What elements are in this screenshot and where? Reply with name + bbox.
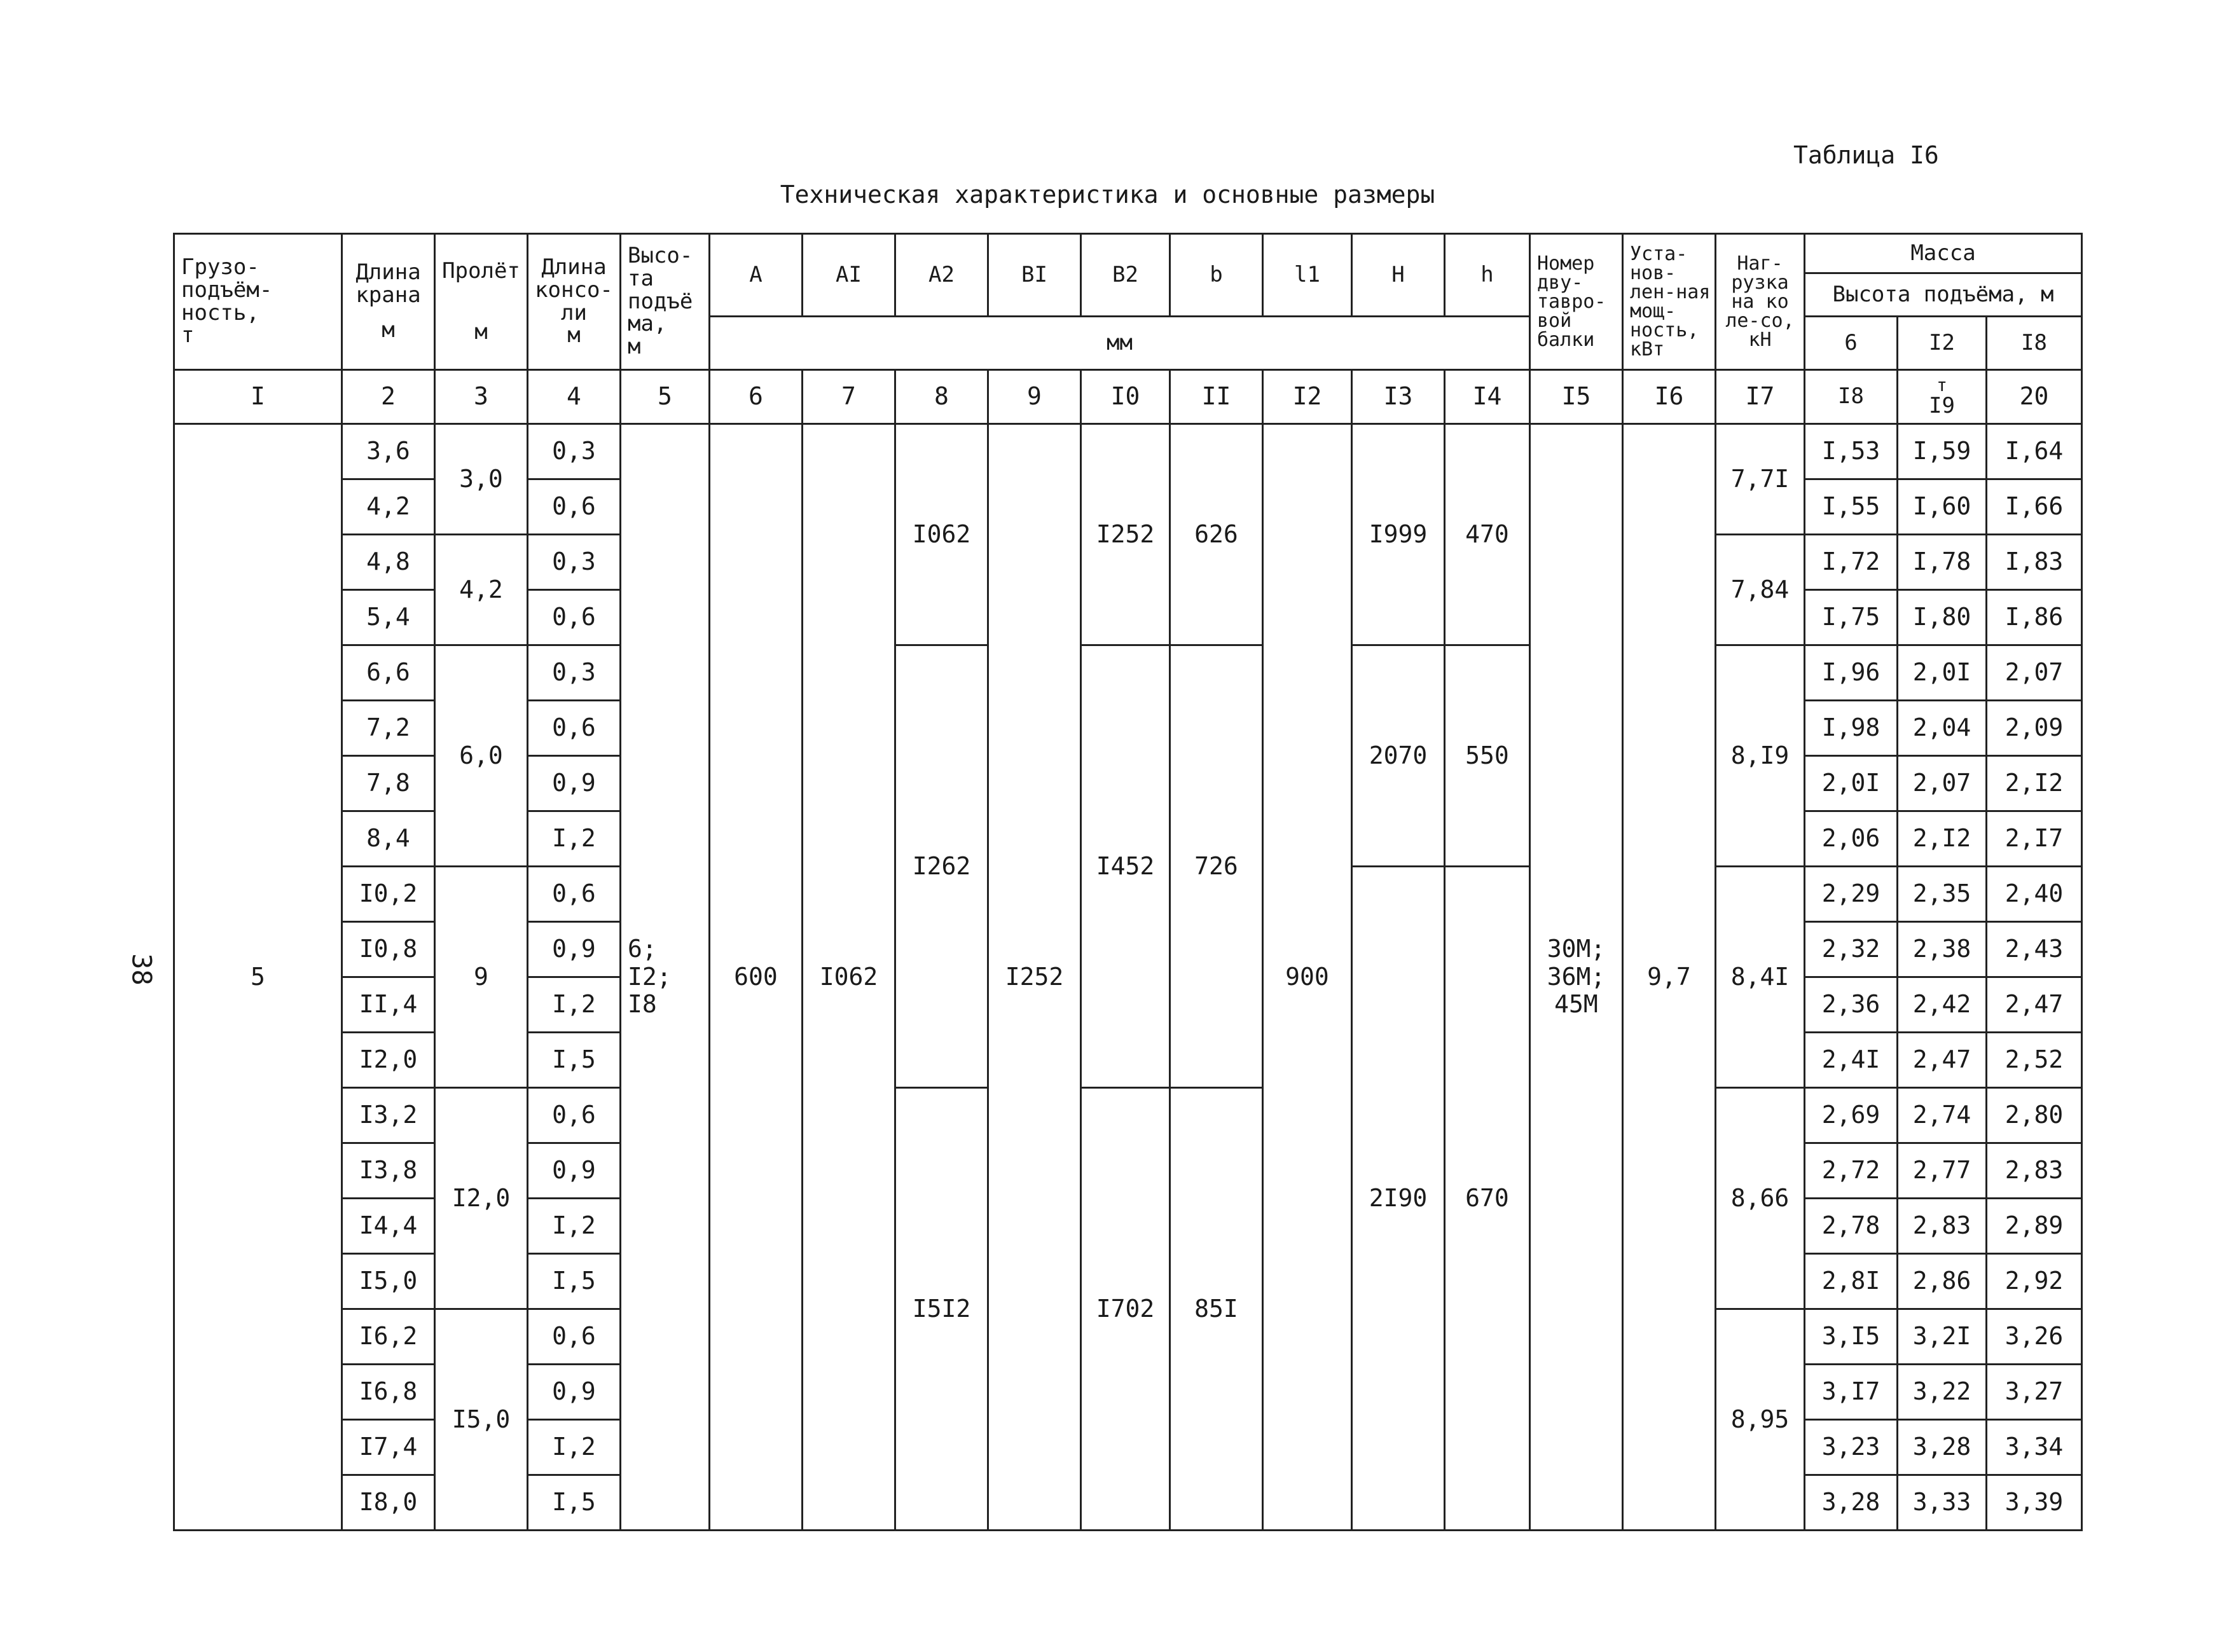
wheel-load-cell: 8,I9 (1716, 645, 1805, 867)
mass-cell: I,64 (1987, 424, 2082, 479)
mass-cell: 2,78 (1805, 1199, 1898, 1254)
table-label: Таблица I6 (1793, 141, 1939, 169)
console-length-cell: 0,6 (528, 867, 621, 922)
dim-h-cell: 470 (1445, 424, 1530, 645)
crane-length-cell: 3,6 (342, 424, 435, 479)
mass-cell: I,66 (1987, 479, 2082, 535)
crane-length-cell: 7,8 (342, 756, 435, 811)
console-length-cell: 0,9 (528, 1365, 621, 1420)
console-length-cell: 0,3 (528, 645, 621, 701)
mass-height-6: 6 (1805, 317, 1898, 370)
console-length-cell: 0,9 (528, 922, 621, 977)
mass-cell: 2,0I (1805, 756, 1898, 811)
span-header: Пролёт м (435, 234, 528, 370)
mass-cell: I,72 (1805, 535, 1898, 590)
wheel-load-cell: 7,7I (1716, 424, 1805, 535)
crane-length-cell: II,4 (342, 977, 435, 1033)
dim-H-cell: 2I90 (1352, 867, 1445, 1531)
crane-length-cell: I0,2 (342, 867, 435, 922)
console-length-cell: I,5 (528, 1475, 621, 1531)
capacity-cell: 5 (174, 424, 342, 1531)
dim-B2-cell: I702 (1081, 1088, 1170, 1531)
crane-length-cell: 7,2 (342, 701, 435, 756)
mass-cell: I,59 (1898, 424, 1987, 479)
mass-cell: 2,92 (1987, 1254, 2082, 1309)
mass-cell: 2,4I (1805, 1033, 1898, 1088)
mass-cell: 3,34 (1987, 1420, 2082, 1475)
wheel-load-cell: 8,4I (1716, 867, 1805, 1088)
console-length-cell: 0,6 (528, 590, 621, 645)
crane-length-cell: 4,2 (342, 479, 435, 535)
console-length-cell: 0,6 (528, 701, 621, 756)
mass-header: Масса (1805, 234, 2082, 273)
page-number: 38 (126, 953, 158, 986)
dim-H-cell: 2070 (1352, 645, 1445, 867)
mass-cell: 2,I7 (1987, 811, 2082, 867)
mass-cell: 2,80 (1987, 1088, 2082, 1143)
span-cell: I2,0 (435, 1088, 528, 1309)
mass-cell: 3,22 (1898, 1365, 1987, 1420)
column-number: 8 (895, 370, 988, 424)
mass-cell: 2,77 (1898, 1143, 1987, 1199)
mass-cell: 2,47 (1898, 1033, 1987, 1088)
crane-length-cell: I6,8 (342, 1365, 435, 1420)
mass-unit-and-number: т I9 (1898, 370, 1987, 424)
crane-length-cell: I2,0 (342, 1033, 435, 1088)
mass-cell: 2,29 (1805, 867, 1898, 922)
console-length-cell: 0,6 (528, 1309, 621, 1365)
dim-A-cell: 600 (710, 424, 803, 1531)
mass-cell: I,98 (1805, 701, 1898, 756)
mass-cell: 2,35 (1898, 867, 1987, 922)
mass-cell: I,53 (1805, 424, 1898, 479)
table-body (174, 424, 2082, 1531)
dim-A2-header: A2 (895, 234, 988, 317)
dim-b-cell: 726 (1170, 645, 1263, 1088)
dim-l1-cell: 900 (1263, 424, 1352, 1531)
mass-cell: I,80 (1898, 590, 1987, 645)
mass-cell: 2,07 (1898, 756, 1987, 811)
mass-cell: 2,86 (1898, 1254, 1987, 1309)
mass-cell: 3,2I (1898, 1309, 1987, 1365)
mass-height-18: I8 (1987, 317, 2082, 370)
mass-cell: 2,32 (1805, 922, 1898, 977)
column-number: 7 (803, 370, 895, 424)
console-length-cell: I,2 (528, 977, 621, 1033)
crane-length-header: Длина крана м (342, 234, 435, 370)
mass-cell: 2,07 (1987, 645, 2082, 701)
lift-height-header: Высо-та подъё ма, м (621, 234, 710, 370)
dim-A2-cell: I062 (895, 424, 988, 645)
column-number: I6 (1623, 370, 1716, 424)
span-cell: 9 (435, 867, 528, 1088)
mass-cell: 3,23 (1805, 1420, 1898, 1475)
dim-b-cell: 85I (1170, 1088, 1263, 1531)
table-header (174, 234, 2082, 424)
mass-cell: 2,06 (1805, 811, 1898, 867)
console-length-cell: 0,3 (528, 424, 621, 479)
mass-cell: 2,83 (1898, 1199, 1987, 1254)
column-number: 20 (1987, 370, 2082, 424)
table-row (174, 1088, 2082, 1143)
column-number: 3 (435, 370, 528, 424)
console-length-cell: I,2 (528, 811, 621, 867)
column-number: 6 (710, 370, 803, 424)
crane-length-cell: I5,0 (342, 1254, 435, 1309)
mass-cell: 2,42 (1898, 977, 1987, 1033)
console-length-cell: I,2 (528, 1420, 621, 1475)
mass-cell: 3,28 (1805, 1475, 1898, 1531)
mass-cell: 2,36 (1805, 977, 1898, 1033)
wheel-load-cell: 7,84 (1716, 535, 1805, 645)
mass-cell: 2,43 (1987, 922, 2082, 977)
column-number: I2 (1263, 370, 1352, 424)
mass-cell: 2,83 (1987, 1143, 2082, 1199)
dim-l1-header: l1 (1263, 234, 1352, 317)
column-number: I (174, 370, 342, 424)
column-number: 5 (621, 370, 710, 424)
mass-cell: 2,0I (1898, 645, 1987, 701)
mass-cell: 2,69 (1805, 1088, 1898, 1143)
console-length-cell: I,2 (528, 1199, 621, 1254)
mass-subheader: Высота подъёма, м (1805, 273, 2082, 317)
mass-cell: 2,04 (1898, 701, 1987, 756)
mass-cell: 3,27 (1987, 1365, 2082, 1420)
mass-cell: 2,09 (1987, 701, 2082, 756)
specification-table (173, 233, 2083, 1531)
column-number: I4 (1445, 370, 1530, 424)
beam-number-cell: 30M; 36M; 45M (1530, 424, 1623, 1531)
mass-unit-and-number: I8 (1805, 370, 1898, 424)
crane-length-cell: I4,4 (342, 1199, 435, 1254)
lift-height-cell: 6; I2; I8 (621, 424, 710, 1531)
column-number: 2 (342, 370, 435, 424)
power-header: Уста-нов-лен-ная мощ-ность, кВт (1623, 234, 1716, 370)
console-length-header: Длина консо-ли м (528, 234, 621, 370)
wheel-load-header: Наг-рузка на ко ле-со, кН (1716, 234, 1805, 370)
console-length-cell: 0,9 (528, 756, 621, 811)
dim-B1-header: BI (988, 234, 1081, 317)
crane-length-cell: 6,6 (342, 645, 435, 701)
mass-cell: 2,I2 (1987, 756, 2082, 811)
dim-H-cell: I999 (1352, 424, 1445, 645)
dim-A1-cell: I062 (803, 424, 895, 1531)
mass-cell: I,96 (1805, 645, 1898, 701)
span-cell: I5,0 (435, 1309, 528, 1531)
mass-cell: 3,39 (1987, 1475, 2082, 1531)
console-length-cell: 0,6 (528, 1088, 621, 1143)
column-number: I5 (1530, 370, 1623, 424)
crane-length-cell: 5,4 (342, 590, 435, 645)
column-number: 4 (528, 370, 621, 424)
dim-A-header: A (710, 234, 803, 317)
mass-cell: 2,89 (1987, 1199, 2082, 1254)
console-length-cell: 0,6 (528, 479, 621, 535)
console-length-cell: I,5 (528, 1033, 621, 1088)
crane-length-cell: 8,4 (342, 811, 435, 867)
dim-A2-cell: I5I2 (895, 1088, 988, 1531)
span-cell: 3,0 (435, 424, 528, 535)
mass-cell: 3,I5 (1805, 1309, 1898, 1365)
console-length-cell: I,5 (528, 1254, 621, 1309)
crane-length-cell: I8,0 (342, 1475, 435, 1531)
table-title: Техническая характеристика и основные размеры (780, 181, 1435, 209)
mass-cell: I,78 (1898, 535, 1987, 590)
span-cell: 4,2 (435, 535, 528, 645)
console-length-cell: 0,3 (528, 535, 621, 590)
dim-h-cell: 670 (1445, 867, 1530, 1531)
capacity-header: Грузо-подъём-ность, т (174, 234, 342, 370)
crane-length-cell: I3,2 (342, 1088, 435, 1143)
dim-B1-cell: I252 (988, 424, 1081, 1531)
dim-h-cell: 550 (1445, 645, 1530, 867)
crane-length-cell: I3,8 (342, 1143, 435, 1199)
mass-cell: 2,38 (1898, 922, 1987, 977)
mass-cell: 2,8I (1805, 1254, 1898, 1309)
table-row (174, 645, 2082, 701)
column-number: II (1170, 370, 1263, 424)
mass-cell: 3,I7 (1805, 1365, 1898, 1420)
column-number: 9 (988, 370, 1081, 424)
mass-cell: 2,52 (1987, 1033, 2082, 1088)
wheel-load-cell: 8,66 (1716, 1088, 1805, 1309)
crane-length-cell: I0,8 (342, 922, 435, 977)
column-number: I7 (1716, 370, 1805, 424)
mass-cell: 2,74 (1898, 1088, 1987, 1143)
mass-cell: 3,26 (1987, 1309, 2082, 1365)
crane-length-cell: I7,4 (342, 1420, 435, 1475)
dim-A1-header: AI (803, 234, 895, 317)
crane-length-cell: 4,8 (342, 535, 435, 590)
column-number: I3 (1352, 370, 1445, 424)
mass-height-12: I2 (1898, 317, 1987, 370)
mass-cell: I,86 (1987, 590, 2082, 645)
dim-A2-cell: I262 (895, 645, 988, 1088)
beam-number-header: Номер дву-тавро-вой балки (1530, 234, 1623, 370)
dim-h-header: h (1445, 234, 1530, 317)
mass-cell: 2,I2 (1898, 811, 1987, 867)
column-number-row (174, 370, 2082, 424)
span-cell: 6,0 (435, 645, 528, 867)
column-number: I0 (1081, 370, 1170, 424)
mass-cell: 2,72 (1805, 1143, 1898, 1199)
dim-b-header: b (1170, 234, 1263, 317)
mass-cell: I,55 (1805, 479, 1898, 535)
dim-H-header: H (1352, 234, 1445, 317)
crane-length-cell: I6,2 (342, 1309, 435, 1365)
wheel-load-cell: 8,95 (1716, 1309, 1805, 1531)
dim-B2-header: B2 (1081, 234, 1170, 317)
mass-cell: 2,47 (1987, 977, 2082, 1033)
mass-cell: I,60 (1898, 479, 1987, 535)
dims-unit: мм (710, 317, 1530, 370)
mass-cell: 3,28 (1898, 1420, 1987, 1475)
mass-cell: 2,40 (1987, 867, 2082, 922)
power-cell: 9,7 (1623, 424, 1716, 1531)
mass-cell: I,83 (1987, 535, 2082, 590)
dim-b-cell: 626 (1170, 424, 1263, 645)
dim-B2-cell: I252 (1081, 424, 1170, 645)
table-row (174, 424, 2082, 479)
mass-cell: I,75 (1805, 590, 1898, 645)
dim-B2-cell: I452 (1081, 645, 1170, 1088)
console-length-cell: 0,9 (528, 1143, 621, 1199)
mass-cell: 3,33 (1898, 1475, 1987, 1531)
